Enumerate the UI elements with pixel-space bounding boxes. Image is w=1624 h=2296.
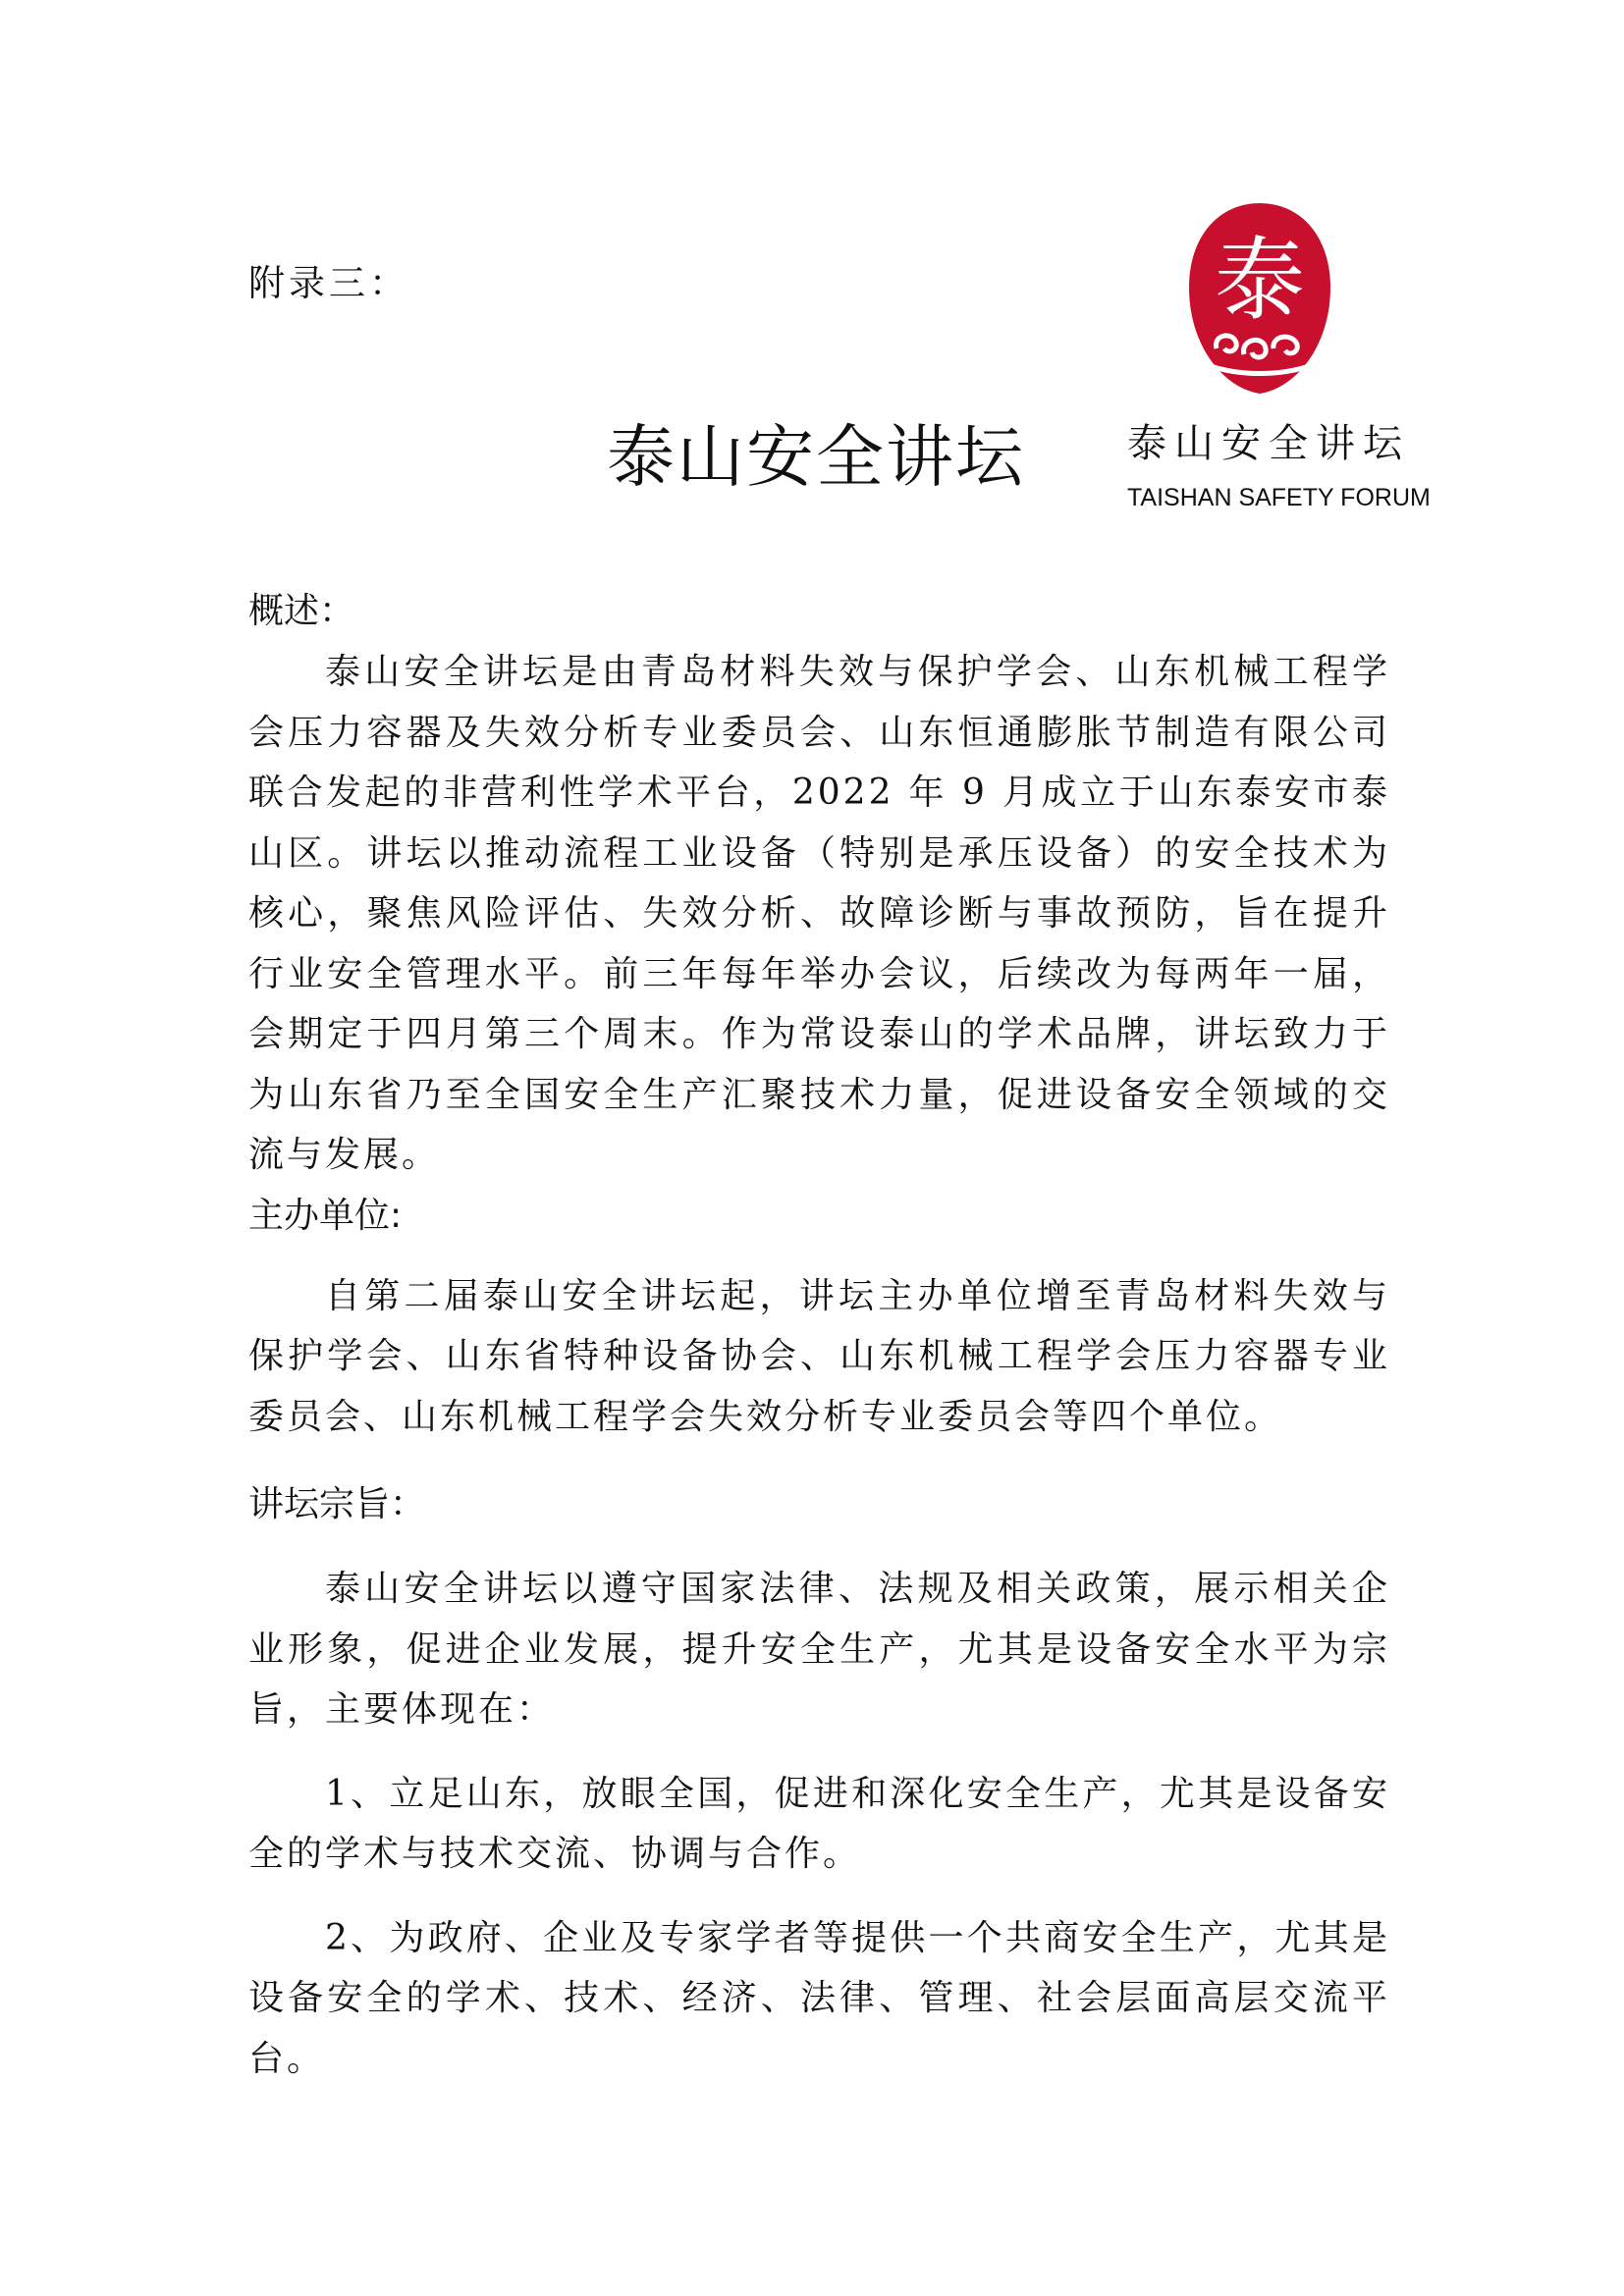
- purpose-heading: 讲坛宗旨：: [248, 1484, 426, 1524]
- seal-character: 泰: [1214, 228, 1306, 333]
- purpose-item: 1、立足山东，放眼全国，促进和深化安全生产，尤其是设备安全的学术与技术交流、协调与合作。: [248, 1773, 1390, 1874]
- overview-paragraph: 泰山安全讲坛是由青岛材料失效与保护学会、山东机械工程学会压力容器及失效分析专业委员会、山东恒通膨胀节制造有限公司联合发起的非营利性学术平台，2022 年 9 月成立于山东泰安市泰山区。讲坛以推动流程工业设备（特别是承压设备）的安全技术为核心，聚焦风险评估、失效分析、故障诊断与事故预防，旨在提升行业安全管理水平。前三年每年举办会议，后续改为每两年一届，会期定于四月第三个周末。作为常设泰山的学术品牌，讲坛致力于为山东省乃至全国安全生产汇聚技术力量，促进设备安全领域的交流与发展。: [248, 652, 1390, 1175]
- document-body: [248, 581, 1390, 2089]
- organizers-paragraph: 自第二届泰山安全讲坛起，讲坛主办单位增至青岛材料失效与保护学会、山东省特种设备协会、山东机械工程学会压力容器专业委员会、山东机械工程学会失效分析专业委员会等四个单位。: [248, 1275, 1390, 1437]
- forum-logo: [1127, 201, 1431, 515]
- logo-name-cn: 泰山安全讲坛: [1127, 421, 1410, 466]
- logo-name-en: TAISHAN SAFETY FORUM: [1127, 484, 1431, 511]
- overview-heading: 概述：: [248, 591, 355, 631]
- organizers-heading: 主办单位:: [248, 1195, 403, 1236]
- seal-icon: [1181, 201, 1338, 398]
- document-title: 泰山安全讲坛: [607, 418, 1025, 497]
- purpose-intro: 泰山安全讲坛以遵守国家法律、法规及相关政策，展示相关企业形象，促进企业发展，提升安全生产，尤其是设备安全水平为宗旨，主要体现在：: [248, 1569, 1390, 1730]
- appendix-label: 附录三：: [248, 262, 409, 304]
- purpose-item: 2、为政府、企业及专家学者等提供一个共商安全生产，尤其是设备安全的学术、技术、经济、法律、管理、社会层面高层交流平台。: [248, 1917, 1390, 2079]
